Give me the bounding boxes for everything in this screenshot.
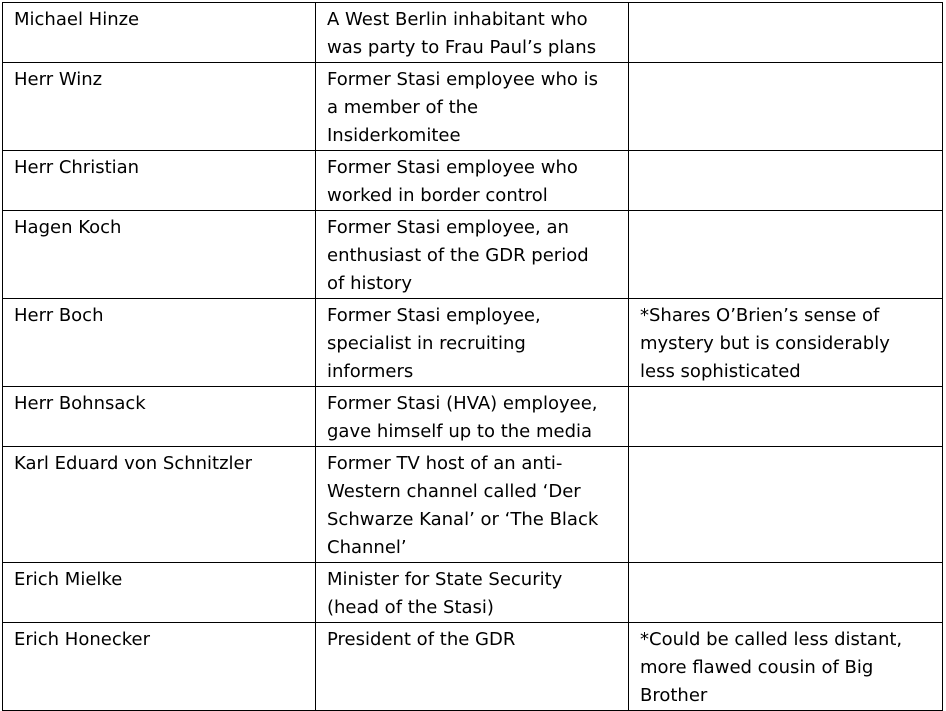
character-name: Herr Winz [14,69,103,90]
description-line: Insiderkomitee [327,125,461,146]
character-name-cell [3,63,316,151]
table-row [3,563,943,623]
character-description-cell [316,447,629,563]
character-note-cell [629,211,943,299]
description-line: Schwarze Kanal’ or ‘The Black [327,509,599,530]
description-line: Minister for State Security [327,569,563,590]
description-line: enthusiast of the GDR period [327,245,589,266]
description-line: Former Stasi employee who is [327,69,598,90]
description-line: Former Stasi (HVA) employee, [327,393,598,414]
character-name-cell [3,3,316,63]
character-description-cell [316,563,629,623]
character-note-cell [629,563,943,623]
character-name-cell [3,387,316,447]
character-name: Erich Honecker [14,629,150,650]
character-description-cell [316,387,629,447]
character-name-cell [3,211,316,299]
description-line: President of the GDR [327,629,516,650]
note-line: more flawed cousin of Big [640,657,874,678]
character-note-cell [629,3,943,63]
description-line: Former Stasi employee, [327,305,541,326]
character-description-cell [316,623,629,711]
character-description-cell [316,151,629,211]
note-line: *Could be called less distant, [640,629,903,650]
table-row [3,447,943,563]
character-name: Herr Christian [14,157,140,178]
note-line: *Shares O’Brien’s sense of [640,305,880,326]
character-note-cell [629,623,943,711]
character-note-cell [629,387,943,447]
character-name-cell [3,151,316,211]
character-name-cell [3,563,316,623]
character-description-cell [316,299,629,387]
description-line: informers [327,361,414,382]
note-line: mystery but is considerably [640,333,890,354]
character-name: Hagen Koch [14,217,122,238]
description-line: Channel’ [327,537,407,558]
character-name-cell [3,299,316,387]
character-note-cell [629,299,943,387]
table-row [3,299,943,387]
character-name: Michael Hinze [14,9,140,30]
description-line: Former Stasi employee, an [327,217,569,238]
table-row [3,151,943,211]
description-line: specialist in recruiting [327,333,526,354]
description-line: worked in border control [327,185,548,206]
character-note-cell [629,151,943,211]
character-name-cell [3,623,316,711]
character-name: Herr Boch [14,305,104,326]
description-line: Former Stasi employee who [327,157,578,178]
note-line: Brother [640,685,708,706]
character-description-cell [316,63,629,151]
description-line: gave himself up to the media [327,421,593,442]
description-line: was party to Frau Paul’s plans [327,37,597,58]
character-description-cell [316,211,629,299]
table-row [3,211,943,299]
table-row [3,387,943,447]
character-note-cell [629,63,943,151]
character-name-cell [3,447,316,563]
description-line: A West Berlin inhabitant who [327,9,588,30]
table-row [3,623,943,711]
character-name: Erich Mielke [14,569,123,590]
description-line: a member of the [327,97,479,118]
table-row [3,63,943,151]
character-description-cell [316,3,629,63]
description-line: of history [327,273,412,294]
character-name: Karl Eduard von Schnitzler [14,453,253,474]
table-row [3,3,943,63]
description-line: Western channel called ‘Der [327,481,581,502]
note-line: less sophisticated [640,361,801,382]
description-line: (head of the Stasi) [327,597,494,618]
description-line: Former TV host of an anti- [327,453,563,474]
character-note-cell [629,447,943,563]
character-table [2,2,943,711]
character-name: Herr Bohnsack [14,393,146,414]
